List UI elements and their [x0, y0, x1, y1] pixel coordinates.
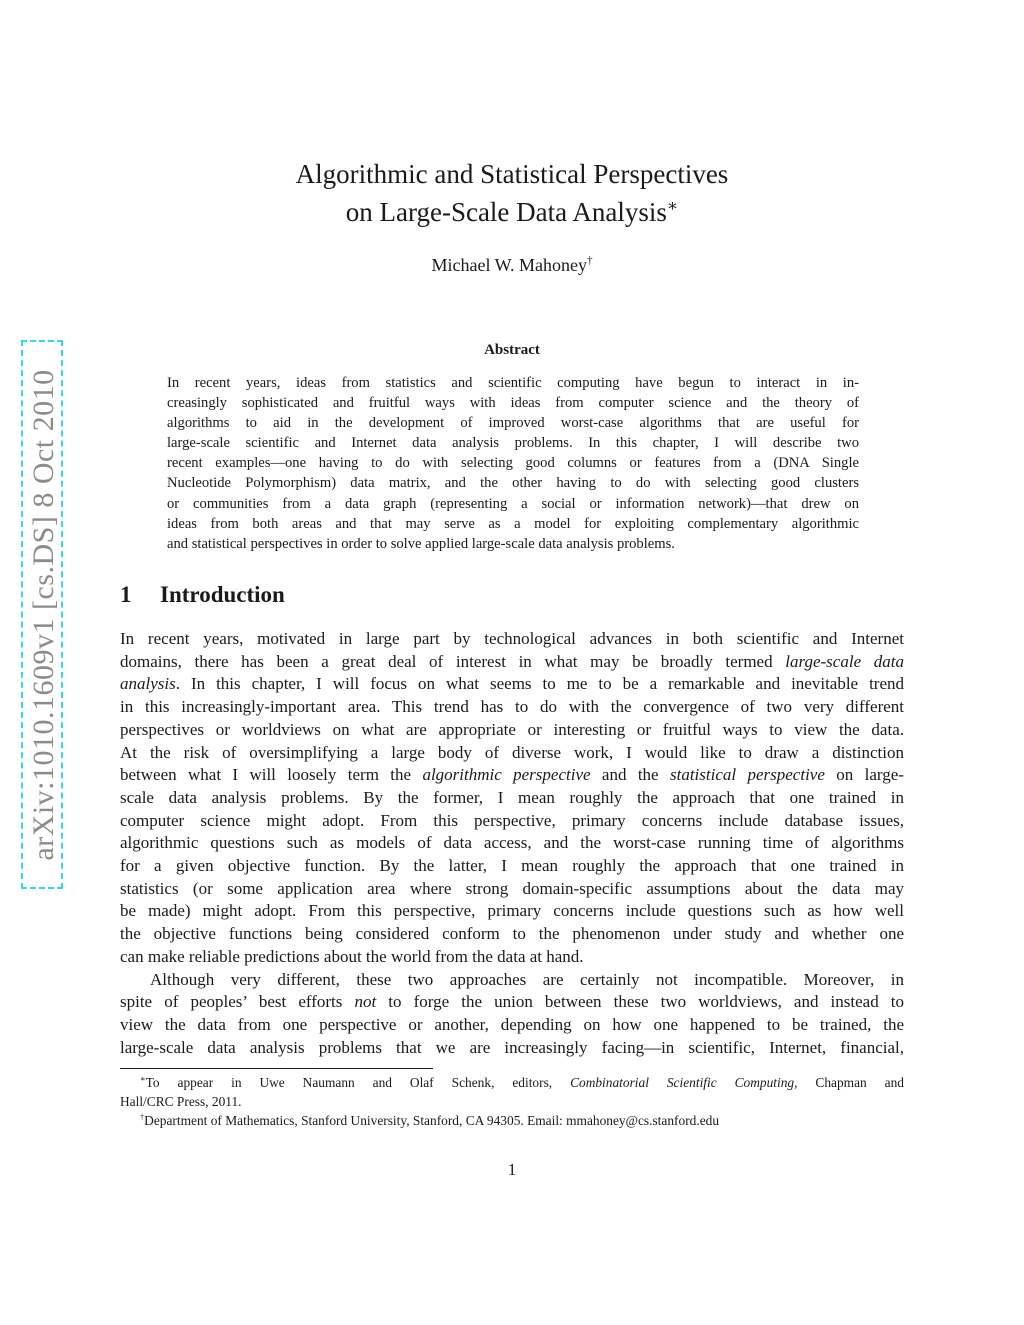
text-line: view the data from one perspective or another, depending on how one happened to be trained, the: [120, 1014, 904, 1034]
text-line: scale data analysis problems. By the former, I mean roughly the approach that one trained in: [120, 787, 904, 807]
text-line: the objective functions being considered conform to the phenomenon under study and whether one: [120, 924, 904, 944]
text-line: domains, there has been a great deal of interest in what may be broadly termed large-scale data: [120, 651, 904, 671]
abstract-line: ideas from both areas and that may serve as a model for exploiting complementary algorithmic: [167, 515, 859, 532]
abstract-line: algorithms to aid in the development of improved worst-case algorithms that are useful for: [167, 415, 859, 432]
text-line: statistics (or some application area where strong domain-specific assumptions about the data may: [120, 878, 904, 898]
text-line: spite of peoples’ best efforts not to forge the union between these two worldviews, and instead to: [120, 992, 904, 1012]
footnote-1-cont: Hall/CRC Press, 2011.: [120, 1094, 242, 1109]
text-line: computer science might adopt. From this perspective, primary concerns include database issues,: [120, 810, 904, 830]
text-line: perspectives or worldviews on what are appropriate or interesting or fruitful ways to view the data.: [120, 719, 904, 739]
section-heading: [120, 582, 285, 608]
text-line: between what I will loosely term the algorithmic perspective and the statistical perspective on large-: [120, 765, 904, 785]
title-line-1: Algorithmic and Statistical Perspectives: [295, 159, 729, 189]
section-title: Introduction: [160, 582, 285, 607]
footnote-rule: [120, 1068, 433, 1069]
title-line-2: on Large-Scale Data Analysis∗: [345, 196, 679, 227]
text-line: large-scale data analysis problems that we are increasingly facing—in scientific, Internet, financial,: [120, 1037, 904, 1057]
text-line: analysis. In this chapter, I will focus on what seems to me to be a remarkable and inevitable trend: [120, 674, 904, 694]
title-footnote-mark: ∗: [666, 196, 679, 215]
footnotes: [120, 1073, 904, 1130]
abstract-line: recent examples—one having to do with selecting good columns or features from a (DNA Single: [167, 455, 859, 472]
body-text: [120, 628, 904, 1059]
paper-title: [0, 155, 1024, 231]
section-number: 1: [120, 582, 132, 607]
author-footnote-mark: †: [586, 255, 593, 267]
abstract-line: Nucleotide Polymorphism) data matrix, and the other having to do with selecting good clusters: [167, 475, 859, 492]
abstract-line: In recent years, ideas from statistics and scientific computing have begun to interact in in-: [167, 375, 859, 391]
abstract-line: and statistical perspectives in order to solve applied large-scale data analysis problems.: [167, 535, 675, 552]
page-number: 1: [507, 1160, 517, 1179]
text-line: can make reliable predictions about the world from the data at hand.: [120, 946, 584, 966]
text-line: for a given objective function. By the latter, I mean roughly the approach that one trained in: [120, 856, 904, 876]
paragraph-1: [120, 628, 904, 969]
abstract-line: creasingly sophisticated and fruitful ways with ideas from computer science and the theory of: [167, 395, 859, 412]
arxiv-identifier: arXiv:1010.1609v1 [cs.DS] 8 Oct 2010: [27, 369, 60, 861]
paragraph-2: [120, 969, 904, 1060]
abstract-line: large-scale scientific and Internet data analysis problems. In this chapter, I will describe two: [167, 435, 859, 452]
abstract-heading: Abstract: [484, 342, 540, 358]
text-line: algorithmic questions such as models of data access, and the worst-case running time of algorithms: [120, 833, 904, 853]
text-line: At the risk of oversimplifying a large body of diverse work, I would like to draw a distinction: [120, 742, 904, 762]
author: [0, 255, 1024, 276]
text-line: in this increasingly-important area. This trend has to do with the convergence of two very different: [120, 697, 904, 717]
footnote-1: ∗To appear in Uwe Naumann and Olaf Schenk, editors, Combinatorial Scientific Computing, Chapman and: [140, 1074, 904, 1090]
text-line: be made) might adopt. From this perspective, primary concerns include questions such as how well: [120, 901, 904, 921]
abstract-line: or communities from a data graph (representing a social or information network)—that drew on: [167, 495, 859, 512]
author-name: Michael W. Mahoney: [431, 255, 587, 275]
text-line: In recent years, motivated in large part by technological advances in both scientific and Internet: [120, 629, 904, 648]
abstract-body: [167, 373, 859, 554]
text-line: Although very different, these two approaches are certainly not incompatible. Moreover, in: [150, 969, 904, 989]
footnote-2: †Department of Mathematics, Stanford University, Stanford, CA 94305. Email: mmahoney@cs.stanford.edu: [140, 1112, 720, 1128]
